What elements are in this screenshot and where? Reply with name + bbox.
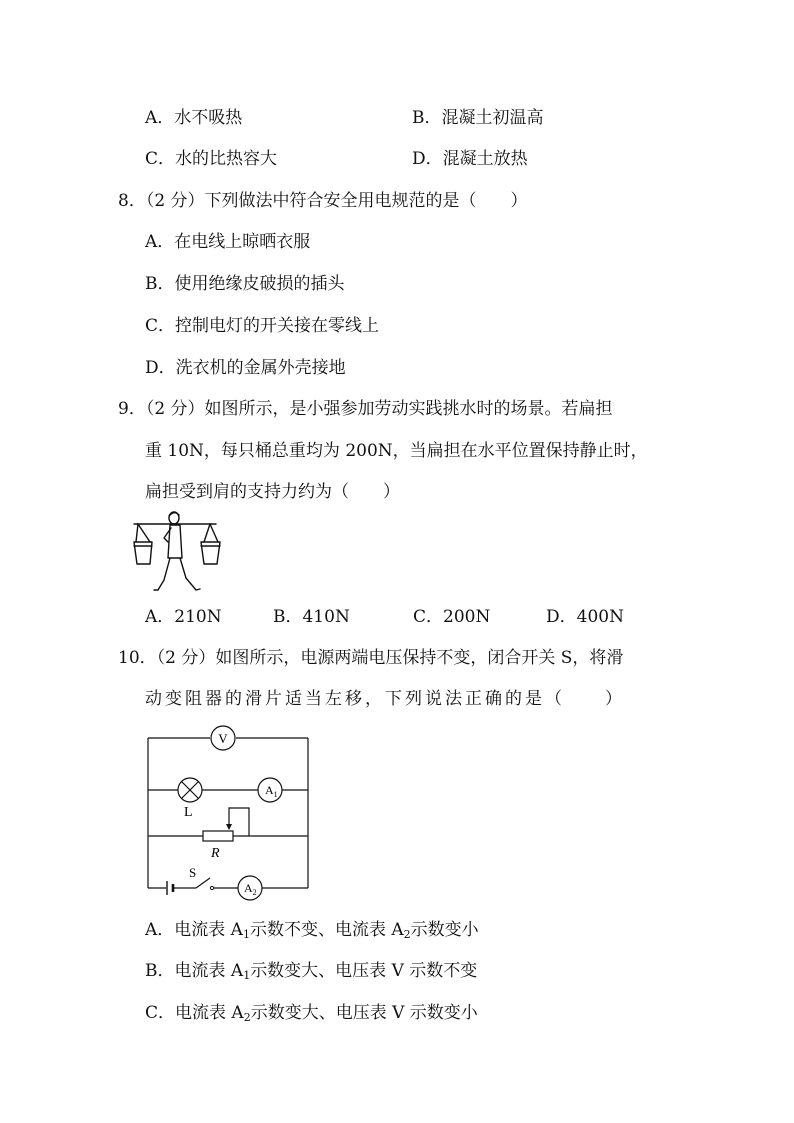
q8-stem: 8．（2 分）下列做法中符合安全用电规范的是（ ）: [118, 191, 528, 211]
q9-option-a: A．210N: [145, 607, 222, 627]
q8-option-a: A．在电线上晾晒衣服: [145, 232, 311, 252]
ammeter2-label: $A_2$: [244, 881, 257, 897]
q8-option-c: C．控制电灯的开关接在零线上: [145, 316, 380, 336]
q9-stem-line3: 扁担受到肩的支持力约为（ ）: [145, 482, 400, 502]
q7-option-d: D．混凝土放热: [412, 149, 528, 169]
q10-stem-line2: 动变阻器的滑片适当左移，下列说法正确的是（ ）: [145, 689, 625, 709]
slider-arrow: [226, 824, 232, 830]
water-carrier-figure: [128, 508, 224, 598]
q10-option-a: A．电流表 $A_1$示数不变、电流表 $A_2$示数变小: [145, 920, 479, 941]
q8-option-d: D．洗衣机的金属外壳接地: [145, 358, 346, 378]
voltmeter-label: V: [218, 731, 228, 746]
q7-option-a: A．水不吸热: [145, 108, 243, 128]
q9-stem-line1: 9．（2 分）如图所示，是小强参加劳动实践挑水时的场景。若扁担: [118, 399, 613, 419]
q10-option-c: C．电流表 $A_2$示数变大、电压表 V 示数变小: [145, 1003, 478, 1024]
ammeter1-label: $A_1$: [265, 783, 278, 799]
q9-option-b: B．410N: [273, 607, 350, 627]
q7-option-c: C．水的比热容大: [145, 149, 278, 169]
q10-stem-line1: 10．（2 分）如图所示，电源两端电压保持不变，闭合开关 S，将滑: [118, 648, 624, 668]
q9-option-c: C．200N: [413, 607, 491, 627]
q9-stem-line2: 重 10N，每只桶总重均为 200N，当扁担在水平位置保持静止时，: [145, 441, 648, 461]
switch-label: S: [189, 865, 197, 880]
q8-option-b: B．使用绝缘皮破损的插头: [145, 274, 345, 294]
lamp-label: L: [184, 805, 193, 820]
q7-option-b: B．混凝土初温高: [412, 108, 544, 128]
q10-option-b: B．电流表 $A_1$示数变大、电压表 V 示数不变: [145, 961, 478, 982]
circuit-diagram: [140, 722, 320, 902]
resistor-label: R: [211, 846, 220, 861]
q9-option-d: D．400N: [546, 607, 624, 627]
